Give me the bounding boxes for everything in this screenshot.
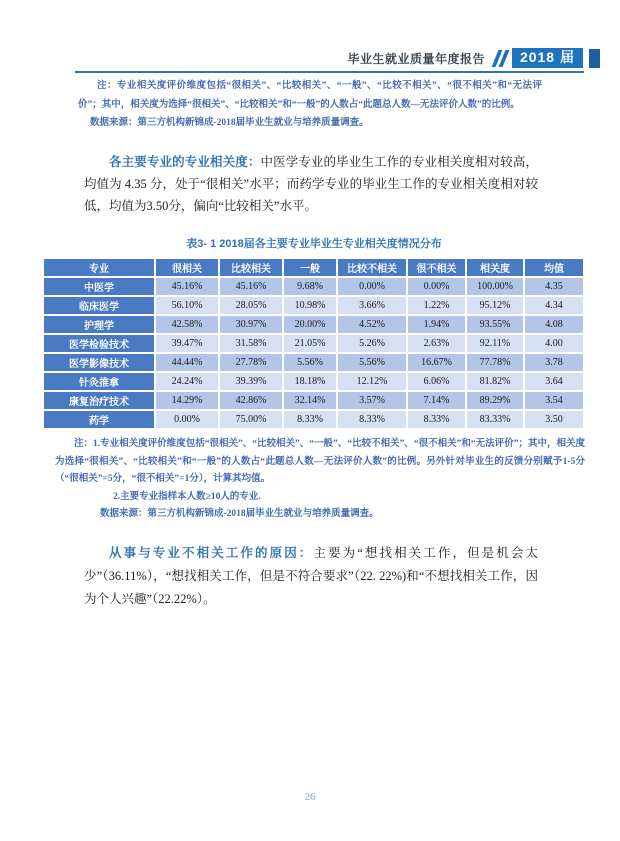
table-value-cell: 18.18% (284, 373, 336, 390)
table-value-cell: 5.56% (284, 354, 336, 371)
paragraph2-lead: 从事与专业不相关工作的原因： (109, 546, 314, 560)
table-value-cell: 45.16% (220, 278, 282, 295)
table-value-cell: 24.24% (156, 373, 218, 390)
table-notes-block (55, 436, 585, 524)
table-value-cell: 28.05% (220, 297, 282, 314)
table-value-cell: 100.00% (467, 278, 523, 295)
table-value-cell: 5.56% (338, 354, 406, 371)
double-slash-icon (495, 50, 506, 67)
table-value-cell: 3.78 (525, 354, 583, 371)
table-header-cell: 一般 (284, 259, 336, 276)
table-value-cell: 42.86% (220, 392, 282, 409)
paragraph-unrelated-reasons (84, 542, 538, 611)
table-value-cell: 4.52% (338, 316, 406, 333)
table-value-cell: 75.00% (220, 411, 282, 428)
table-value-cell: 39.39% (220, 373, 282, 390)
table-value-cell: 16.67% (408, 354, 465, 371)
page-header (75, 46, 600, 70)
table-value-cell: 9.68% (284, 278, 336, 295)
table-value-cell: 77.78% (467, 354, 523, 371)
table-major-cell: 康复治疗技术 (44, 392, 154, 409)
table-note-1: 注：1.专业相关度评价维度包括“很相关”、“比较相关”、“一般”、“比较不相关”、“很不相关”和“无法评价”；其中，相关度为选择“很相关”、“比较相关”和“一般”的人数占“此题总人数—无法评价人数”的比例。另外针对毕业生的反馈分别赋予1-5分（“很相关”=5分，“很不相关”=1分），计算其均值。 (55, 439, 585, 484)
table-value-cell: 4.35 (525, 278, 583, 295)
table-body (44, 278, 583, 428)
table-value-cell: 4.08 (525, 316, 583, 333)
table-header-row (44, 259, 583, 276)
relevance-table (42, 257, 585, 430)
table-value-cell: 1.22% (408, 297, 465, 314)
header-rule (75, 71, 584, 73)
table-data-source: 数据来源：第三方机构新锦成-2018届毕业生就业与培养质量调查。 (100, 509, 379, 519)
table-value-cell: 92.11% (467, 335, 523, 352)
paragraph1-lead: 各主要专业的专业相关度： (109, 155, 261, 169)
table-value-cell: 83.33% (467, 411, 523, 428)
paragraph-major-relevance (84, 151, 538, 217)
paragraph1-text: 中医学专业的毕业生工作的专业相关度相对较高，均值为 4.35 分，处于“很相关”水平；而药学专业的毕业生工作的专业相关度相对较低，均值为3.50分，偏向“比较相关”水平。 (84, 155, 538, 213)
table-note-2: 2.主要专业指样本人数≥10人的专业. (113, 491, 261, 502)
table-major-cell: 药学 (44, 411, 154, 428)
table-value-cell: 4.00 (525, 335, 583, 352)
table-major-cell: 医学检验技术 (44, 335, 154, 352)
table-row (44, 316, 583, 333)
header-year-badge: 2018 届 (512, 48, 583, 68)
table-value-cell: 44.44% (156, 354, 218, 371)
table-value-cell: 27.78% (220, 354, 282, 371)
top-note-text: 注：专业相关度评价维度包括“很相关”、“比较相关”、“一般”、“比较不相关”、“很不相关”和“无法评价”；其中，相关度为选择“很相关”、“比较相关”和“一般”的人数占“此题总人数—无法评价人数”的比例。 (78, 81, 542, 110)
table-value-cell: 0.00% (338, 278, 406, 295)
table-value-cell: 39.47% (156, 335, 218, 352)
table-value-cell: 2.63% (408, 335, 465, 352)
table-major-cell: 医学影像技术 (44, 354, 154, 371)
table-value-cell: 7.14% (408, 392, 465, 409)
table-value-cell: 3.64 (525, 373, 583, 390)
header-accent-square-icon (589, 49, 600, 68)
table-value-cell: 20.00% (284, 316, 336, 333)
table-header-cell: 均值 (525, 259, 583, 276)
table-header-cell: 很不相关 (408, 259, 465, 276)
table-value-cell: 89.29% (467, 392, 523, 409)
table-header-cell: 比较相关 (220, 259, 282, 276)
table-value-cell: 12.12% (338, 373, 406, 390)
table-value-cell: 0.00% (156, 411, 218, 428)
table-value-cell: 1.94% (408, 316, 465, 333)
table-value-cell: 30.97% (220, 316, 282, 333)
header-title: 毕业生就业质量年度报告 (347, 51, 485, 66)
table-value-cell: 42.58% (156, 316, 218, 333)
top-note-block (78, 77, 542, 132)
table-value-cell: 32.14% (284, 392, 336, 409)
table-caption: 表3- 1 2018届各主要专业毕业生专业相关度情况分布 (186, 238, 442, 250)
table-major-cell: 临床医学 (44, 297, 154, 314)
table-value-cell: 6.06% (408, 373, 465, 390)
table-row (44, 297, 583, 314)
table-value-cell: 8.33% (284, 411, 336, 428)
table-value-cell: 93.55% (467, 316, 523, 333)
page-number: 26 (304, 792, 316, 803)
table-value-cell: 95.12% (467, 297, 523, 314)
table-value-cell: 3.57% (338, 392, 406, 409)
table-row (44, 373, 583, 390)
table-major-cell: 针灸推拿 (44, 373, 154, 390)
table-header-cell: 相关度 (467, 259, 523, 276)
table-header-cell: 比较不相关 (338, 259, 406, 276)
table-row (44, 411, 583, 428)
table-value-cell: 4.34 (525, 297, 583, 314)
table-value-cell: 5.26% (338, 335, 406, 352)
table-value-cell: 0.00% (408, 278, 465, 295)
table-value-cell: 8.33% (338, 411, 406, 428)
table-major-cell: 中医学 (44, 278, 154, 295)
table-value-cell: 3.54 (525, 392, 583, 409)
table-value-cell: 81.82% (467, 373, 523, 390)
table-value-cell: 21.05% (284, 335, 336, 352)
table-row (44, 354, 583, 371)
table-header-cell: 很相关 (156, 259, 218, 276)
table-value-cell: 8.33% (408, 411, 465, 428)
table-header-cell: 专业 (44, 259, 154, 276)
top-data-source: 数据来源：第三方机构新锦成-2018届毕业生就业与培养质量调查。 (90, 118, 369, 128)
table-value-cell: 10.98% (284, 297, 336, 314)
table-value-cell: 3.50 (525, 411, 583, 428)
paragraph2-text: 主要为“想找相关工作，但是机会太少”（36.11%），“想找相关工作，但是不符合要求”（22. 22%)和“不想找相关工作，因为个人兴趣”（22.22%）。 (84, 546, 538, 606)
table-value-cell: 3.66% (338, 297, 406, 314)
table-row (44, 278, 583, 295)
table-row (44, 392, 583, 409)
table-value-cell: 45.16% (156, 278, 218, 295)
table-row (44, 335, 583, 352)
table-head (44, 259, 583, 276)
table-value-cell: 31.58% (220, 335, 282, 352)
table-value-cell: 56.10% (156, 297, 218, 314)
table-value-cell: 14.29% (156, 392, 218, 409)
table-major-cell: 护理学 (44, 316, 154, 333)
